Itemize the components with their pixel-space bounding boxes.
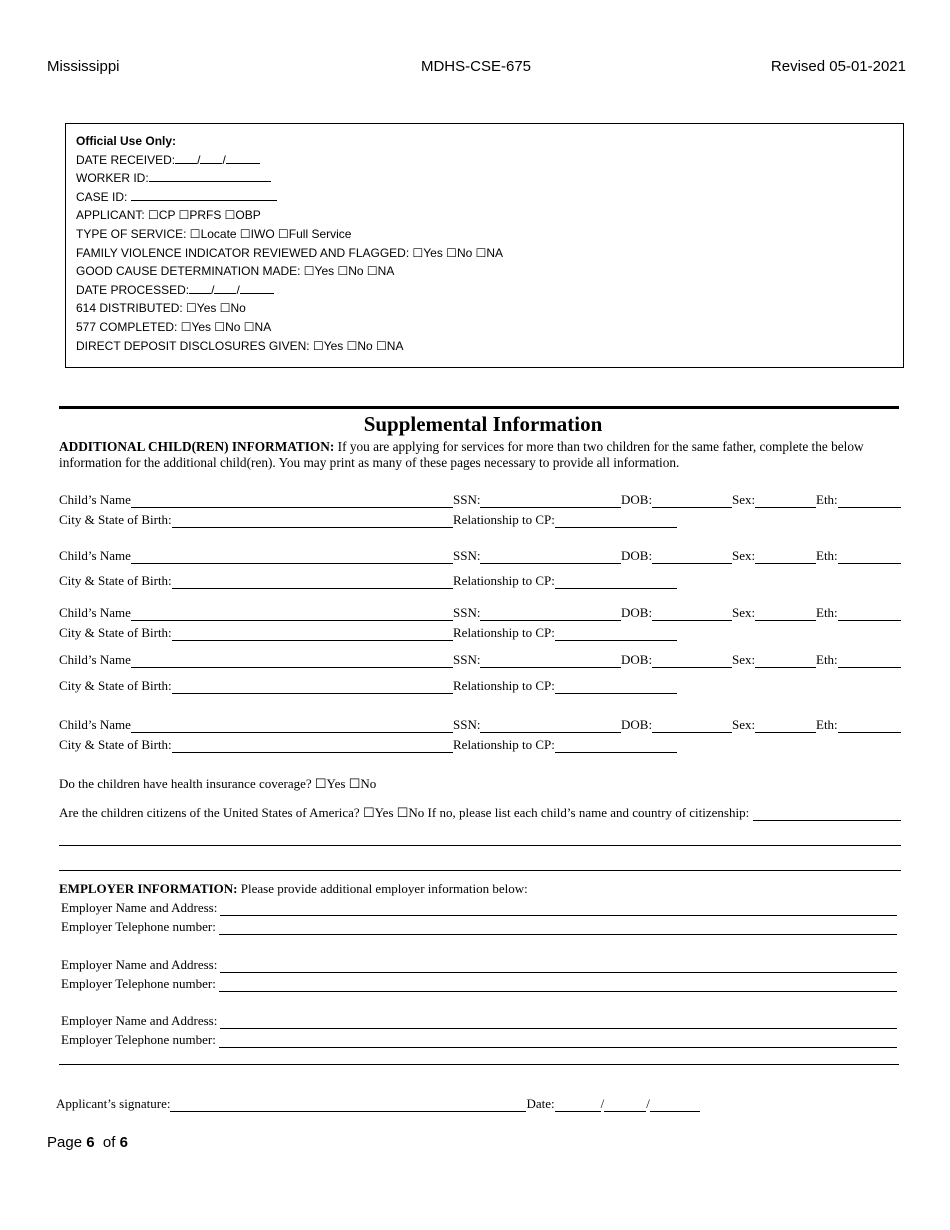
dob-label: DOB: — [621, 492, 653, 507]
relationship-label: Relationship to CP: — [453, 678, 555, 693]
ssn-field[interactable] — [453, 492, 621, 508]
case-id-label: CASE ID: — [76, 189, 128, 204]
signature-field[interactable] — [170, 1099, 526, 1112]
relationship-label: Relationship to CP: — [453, 737, 555, 752]
page-number — [47, 1134, 128, 1151]
employer-name-address-label: Employer Name and Address: — [61, 1013, 218, 1028]
sex-label: Sex: — [732, 492, 756, 507]
city-state-birth-field[interactable] — [59, 512, 453, 528]
date-received-field[interactable]: DATE RECEIVED: / / — [76, 151, 893, 170]
child-name-label: Child’s Name — [59, 717, 131, 732]
intro-paragraph — [59, 439, 909, 471]
eth-label: Eth: — [816, 492, 838, 507]
direct-deposit-options[interactable]: DIRECT DEPOSIT DISCLOSURES GIVEN: ☐Yes ☐No ☐NA — [76, 338, 404, 353]
city-state-birth-field[interactable] — [59, 678, 453, 694]
eth-label: Eth: — [816, 717, 838, 732]
employer-bottom-rule — [59, 1064, 899, 1065]
date-field[interactable]: / / — [555, 1096, 700, 1112]
section-title: Supplemental Information — [363, 412, 603, 436]
official-use-title: Official Use Only: — [76, 134, 177, 148]
date-processed-label: DATE PROCESSED: — [76, 282, 190, 297]
child-name-field[interactable] — [59, 492, 453, 508]
citizenship-line-2[interactable] — [59, 870, 901, 871]
sex-field[interactable] — [732, 492, 816, 508]
dob-field[interactable] — [621, 492, 732, 508]
eth-field[interactable] — [816, 548, 901, 564]
insurance-question[interactable]: Do the children have health insurance coverage? ☐Yes ☐No — [59, 776, 377, 791]
section-divider — [59, 406, 899, 409]
city-state-birth-label: City & State of Birth: — [59, 573, 172, 588]
dob-label: DOB: — [621, 605, 653, 620]
sex-field[interactable] — [732, 605, 816, 621]
ssn-label: SSN: — [453, 492, 481, 507]
page-of: of — [94, 1134, 120, 1151]
eth-label: Eth: — [816, 548, 838, 563]
signature-row — [56, 1096, 700, 1112]
ssn-field[interactable] — [453, 548, 621, 564]
employer-name-address-field[interactable] — [61, 900, 897, 916]
sex-label: Sex: — [732, 717, 756, 732]
sex-label: Sex: — [732, 605, 756, 620]
city-state-birth-field[interactable] — [59, 737, 453, 753]
dob-label: DOB: — [621, 717, 653, 732]
child-name-label: Child’s Name — [59, 605, 131, 620]
child-name-label: Child’s Name — [59, 548, 131, 563]
child-name-label: Child’s Name — [59, 652, 131, 667]
sex-field[interactable] — [732, 548, 816, 564]
eth-field[interactable] — [816, 652, 901, 668]
dob-field[interactable] — [621, 548, 732, 564]
relationship-field[interactable] — [453, 573, 677, 589]
child-name-field[interactable] — [59, 605, 453, 621]
case-id-field[interactable] — [76, 188, 893, 207]
relationship-label: Relationship to CP: — [453, 512, 555, 527]
relationship-field[interactable] — [453, 678, 677, 694]
distributed-614-options[interactable]: 614 DISTRIBUTED: ☐Yes ☐No — [76, 301, 246, 316]
employer-heading-bold: EMPLOYER INFORMATION: — [59, 881, 238, 896]
official-use-box — [65, 123, 904, 368]
employer-telephone-label: Employer Telephone number: — [61, 919, 216, 934]
relationship-field[interactable] — [453, 512, 677, 528]
eth-label: Eth: — [816, 605, 838, 620]
relationship-field[interactable] — [453, 737, 677, 753]
employer-telephone-field[interactable] — [61, 919, 897, 935]
sex-field[interactable] — [732, 652, 816, 668]
child-name-field[interactable] — [59, 548, 453, 564]
intro-text: If you are applying for services for more than two children for the same father, complete the below information for the additional child(ren). You may print as many of these pages necessary to provide all information. — [59, 439, 864, 470]
ssn-label: SSN: — [453, 548, 481, 563]
city-state-birth-label: City & State of Birth: — [59, 737, 172, 752]
citizenship-question[interactable] — [59, 805, 901, 821]
worker-id-label: WORKER ID: — [76, 171, 149, 186]
eth-label: Eth: — [816, 652, 838, 667]
dob-label: DOB: — [621, 652, 653, 667]
relationship-label: Relationship to CP: — [453, 573, 555, 588]
city-state-birth-field[interactable] — [59, 625, 453, 641]
employer-name-address-label: Employer Name and Address: — [61, 900, 218, 915]
employer-telephone-label: Employer Telephone number: — [61, 976, 216, 991]
date-processed-field[interactable]: DATE PROCESSED: / / — [76, 281, 893, 300]
header-state: Mississippi — [47, 58, 120, 75]
employer-name-address-field[interactable] — [61, 1013, 897, 1029]
applicant-options[interactable]: APPLICANT: ☐CP ☐PRFS ☐OBP — [76, 208, 261, 223]
ssn-field[interactable] — [453, 605, 621, 621]
city-state-birth-label: City & State of Birth: — [59, 512, 172, 527]
city-state-birth-label: City & State of Birth: — [59, 678, 172, 693]
citizenship-question-text: Are the children citizens of the United States of America? ☐Yes ☐No If no, please list each child’s name and country of citizenship: — [59, 805, 750, 820]
completed-577-options[interactable]: 577 COMPLETED: ☐Yes ☐No ☐NA — [76, 319, 272, 334]
dob-label: DOB: — [621, 548, 653, 563]
type-of-service-options[interactable]: TYPE OF SERVICE: ☐Locate ☐IWO ☐Full Service — [76, 226, 352, 241]
employer-name-address-label: Employer Name and Address: — [61, 957, 218, 972]
signature-label: Applicant’s signature: — [56, 1096, 171, 1111]
sex-label: Sex: — [732, 548, 756, 563]
citizenship-line-1[interactable] — [59, 845, 901, 846]
child-name-field[interactable] — [59, 717, 453, 733]
city-state-birth-label: City & State of Birth: — [59, 625, 172, 640]
employer-telephone-label: Employer Telephone number: — [61, 1032, 216, 1047]
page-total: 6 — [119, 1134, 128, 1151]
eth-field[interactable] — [816, 717, 901, 733]
date-received-label: DATE RECEIVED: — [76, 152, 176, 167]
city-state-birth-field[interactable] — [59, 573, 453, 589]
header-form-id: MDHS-CSE-675 — [420, 58, 532, 75]
employer-heading — [59, 881, 528, 897]
ssn-label: SSN: — [453, 605, 481, 620]
eth-field[interactable] — [816, 492, 901, 508]
intro-heading: ADDITIONAL CHILD(REN) INFORMATION: — [59, 439, 335, 454]
child-name-field[interactable] — [59, 652, 453, 668]
employer-telephone-field[interactable] — [61, 976, 897, 992]
worker-id-field[interactable] — [76, 169, 893, 188]
child-name-label: Child’s Name — [59, 492, 131, 507]
dob-field[interactable] — [621, 717, 732, 733]
page-current: 6 — [86, 1134, 95, 1151]
ssn-label: SSN: — [453, 717, 481, 732]
employer-name-address-field[interactable] — [61, 957, 897, 973]
dob-field[interactable] — [621, 652, 732, 668]
date-label: Date: — [526, 1096, 555, 1111]
family-violence-options[interactable]: FAMILY VIOLENCE INDICATOR REVIEWED AND FLAGGED: ☐Yes ☐No ☐NA — [76, 245, 504, 260]
page-prefix: Page — [47, 1134, 87, 1151]
relationship-field[interactable] — [453, 625, 677, 641]
sex-field[interactable] — [732, 717, 816, 733]
relationship-label: Relationship to CP: — [453, 625, 555, 640]
ssn-field[interactable] — [453, 652, 621, 668]
ssn-label: SSN: — [453, 652, 481, 667]
header-revised-date: Revised 05-01-2021 — [770, 58, 906, 75]
good-cause-options[interactable]: GOOD CAUSE DETERMINATION MADE: ☐Yes ☐No ☐NA — [76, 264, 395, 279]
dob-field[interactable] — [621, 605, 732, 621]
employer-heading-text: Please provide additional employer information below: — [237, 881, 528, 896]
employer-telephone-field[interactable] — [61, 1032, 897, 1048]
sex-label: Sex: — [732, 652, 756, 667]
eth-field[interactable] — [816, 605, 901, 621]
ssn-field[interactable] — [453, 717, 621, 733]
